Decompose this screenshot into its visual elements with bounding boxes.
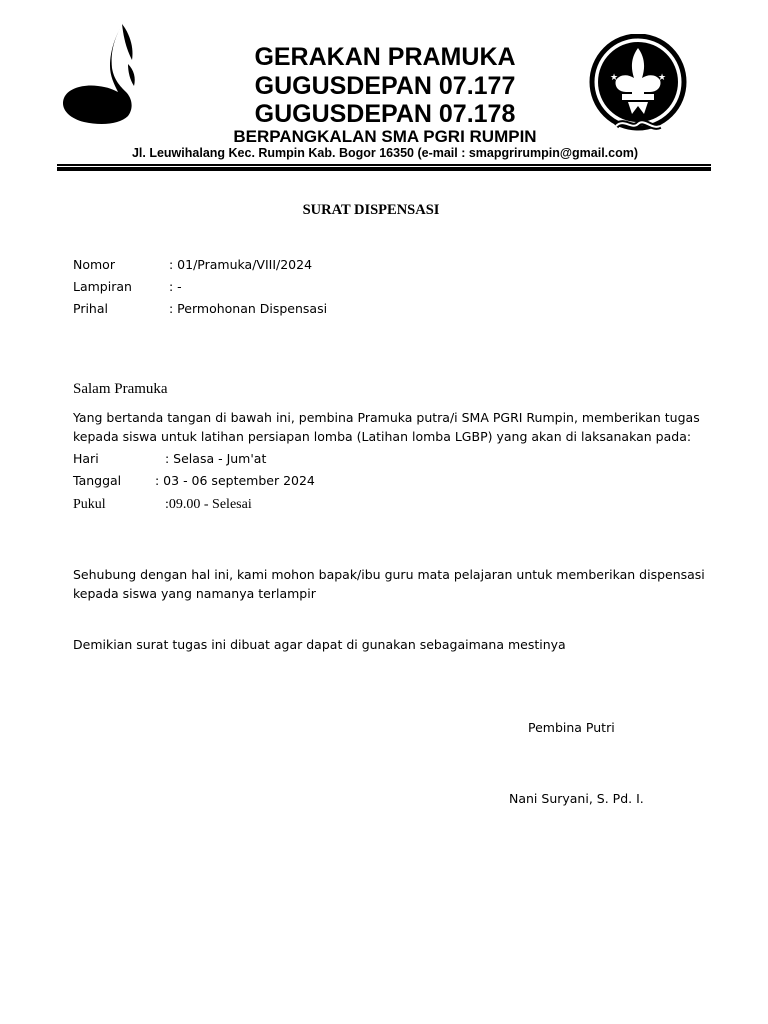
- schedule-label-pukul: Pukul: [73, 497, 106, 512]
- request-paragraph: Sehubung dengan hal ini, kami mohon bapak/ibu guru mata pelajaran untuk memberikan dispensasi kepada siswa yang namanya terlampir: [73, 567, 705, 601]
- header-rule-thick: [57, 167, 711, 171]
- schedule-value-hari: : Selasa - Jum'at: [165, 451, 267, 466]
- unit-number-2: GUGUSDEPAN 07.178: [254, 100, 516, 128]
- meta-label-lampiran: Lampiran: [73, 279, 132, 294]
- unit-number-1: GUGUSDEPAN 07.177: [254, 72, 516, 100]
- schedule-value-tanggal: : 03 - 06 september 2024: [155, 473, 315, 488]
- schedule-value-pukul: :09.00 - Selesai: [165, 497, 252, 512]
- address-line: Jl. Leuwihalang Kec. Rumpin Kab. Bogor 16350 (e-mail : smapgrirumpin@gmail.com): [131, 146, 639, 160]
- svg-text:★: ★: [610, 73, 619, 83]
- schedule-label-tanggal: Tanggal: [73, 473, 122, 488]
- meta-label-nomor: Nomor: [73, 257, 115, 272]
- svg-text:★: ★: [658, 73, 667, 83]
- signature-name: Nani Suryani, S. Pd. I.: [509, 791, 644, 806]
- base-school: BERPANGKALAN SMA PGRI RUMPIN: [233, 127, 537, 146]
- org-name: GERAKAN PRAMUKA: [254, 43, 516, 71]
- signature-role: Pembina Putri: [528, 720, 615, 735]
- schedule-label-hari: Hari: [73, 451, 99, 466]
- greeting: Salam Pramuka: [73, 381, 168, 397]
- header-rule-thin: [57, 164, 711, 166]
- meta-value-prihal: : Permohonan Dispensasi: [169, 301, 328, 316]
- closing-statement: Demikian surat tugas ini dibuat agar dapat di gunakan sebagaimana mestinya: [73, 637, 566, 652]
- meta-value-lampiran: : -: [169, 279, 182, 294]
- intro-paragraph: Yang bertanda tangan di bawah ini, pembina Pramuka putra/i SMA PGRI Rumpin, memberikan tugas kepada siswa untuk latihan persiapan lomba (Latihan lomba LGBP) yang akan di laksanakan pada:: [73, 410, 700, 444]
- tunas-kelapa-logo: [58, 20, 138, 126]
- meta-label-prihal: Prihal: [73, 301, 108, 316]
- meta-value-nomor: : 01/Pramuka/VIII/2024: [169, 257, 313, 272]
- letter-title: SURAT DISPENSASI: [302, 202, 440, 218]
